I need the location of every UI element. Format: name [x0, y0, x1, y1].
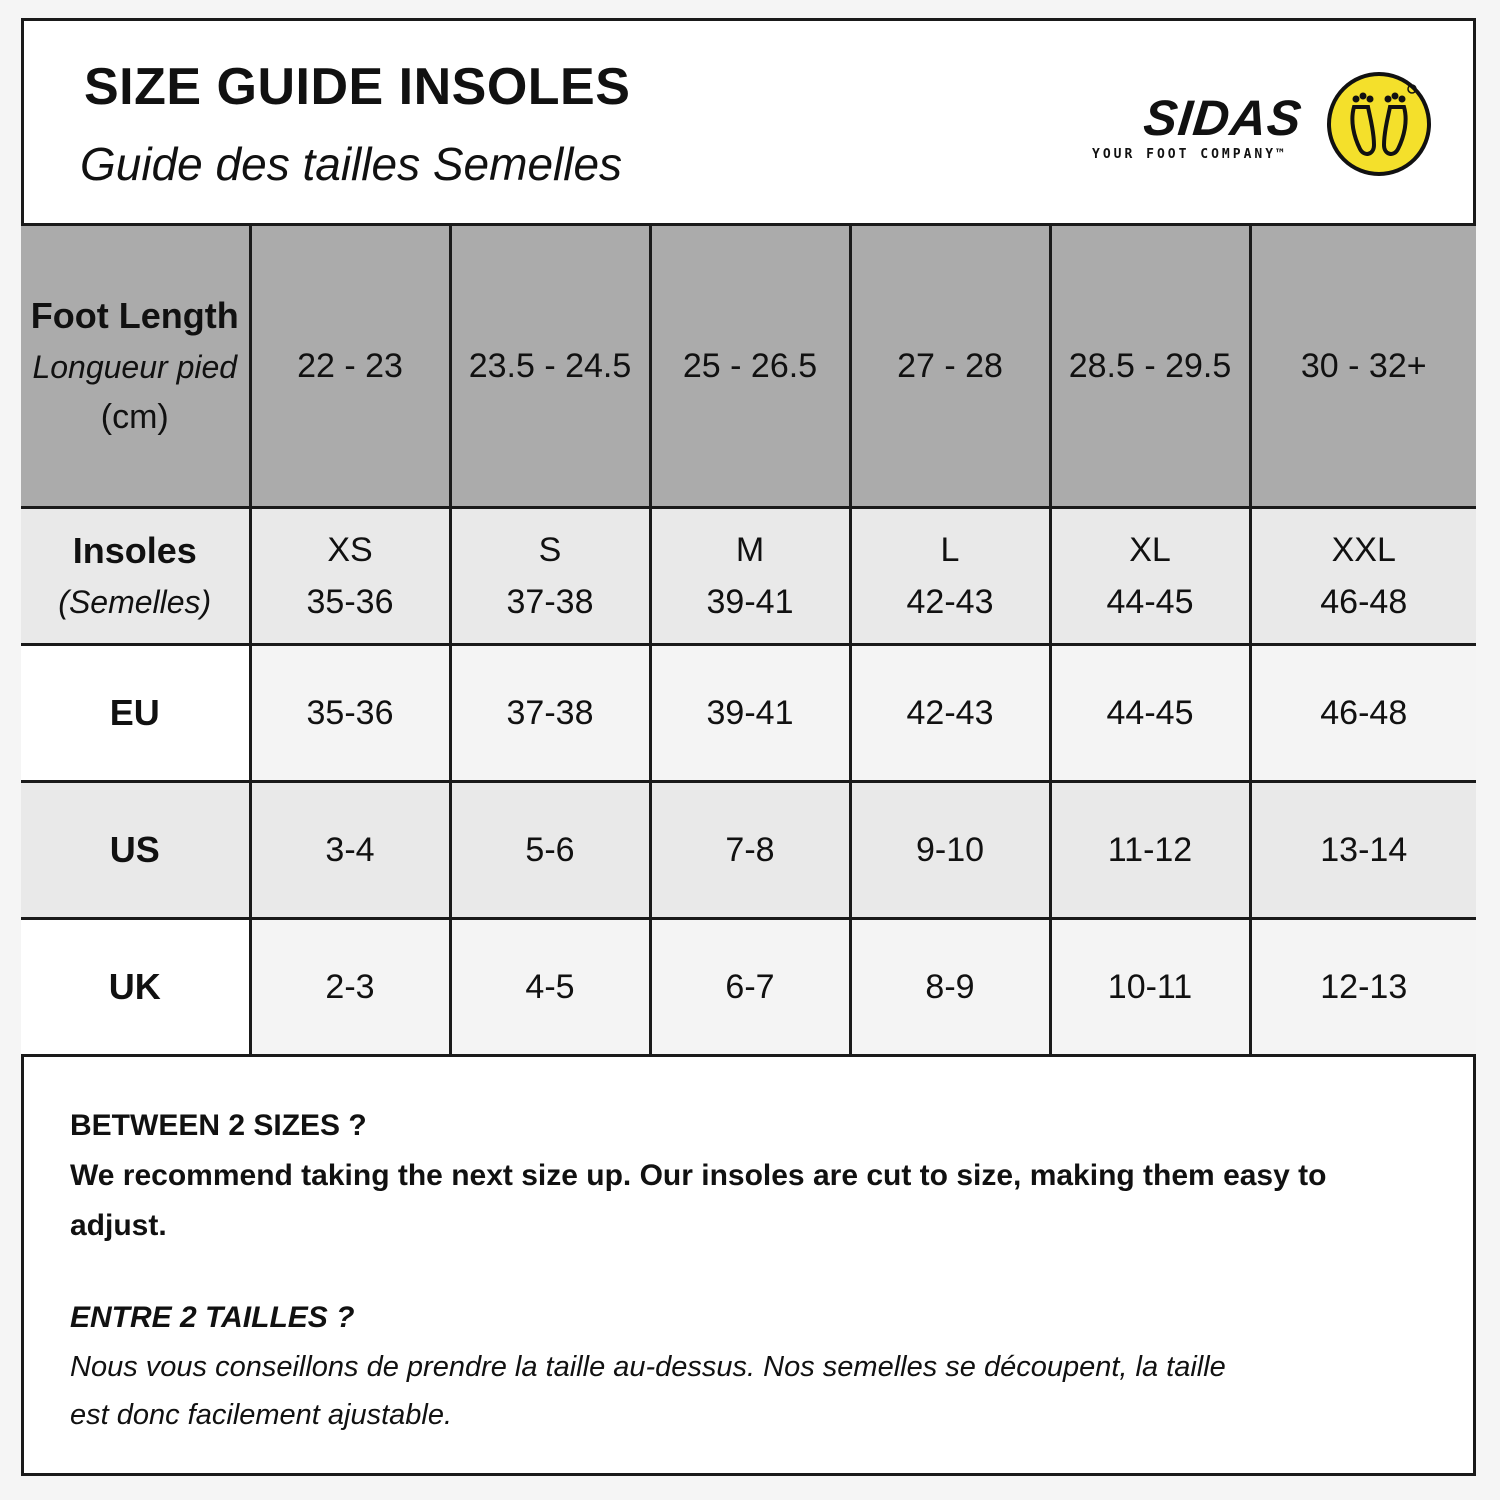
note-heading-fr: ENTRE 2 TAILLES ? [70, 1301, 355, 1334]
insole-range: 37-38 [506, 583, 594, 621]
foot-length-cell: 28.5 - 29.5 [1050, 225, 1250, 508]
us-cell: 5-6 [450, 782, 650, 919]
us-cell: 13-14 [1250, 782, 1476, 919]
uk-row [21, 919, 1476, 1056]
insoles-cell [850, 508, 1050, 645]
uk-cell: 6-7 [650, 919, 850, 1056]
us-label-text: US [109, 829, 160, 870]
insoles-label: Insoles [72, 530, 197, 571]
insoles-cell [1050, 508, 1250, 645]
insole-size: L [940, 531, 960, 569]
insoles-cell [1250, 508, 1476, 645]
uk-cell: 8-9 [850, 919, 1050, 1056]
size-guide-card [21, 18, 1476, 1476]
us-label [21, 782, 250, 919]
us-cell: 7-8 [650, 782, 850, 919]
eu-cell: 37-38 [450, 645, 650, 782]
insole-range: 46-48 [1320, 583, 1408, 621]
eu-cell: 46-48 [1250, 645, 1476, 782]
size-table [21, 223, 1476, 1057]
insoles-cell [650, 508, 850, 645]
brand-tagline: YOUR FOOT COMPANY™ [1092, 147, 1287, 162]
page-title: SIZE GUIDE INSOLES [84, 58, 631, 116]
foot-length-cell: 23.5 - 24.5 [450, 225, 650, 508]
eu-cell: 39-41 [650, 645, 850, 782]
eu-cell: 44-45 [1050, 645, 1250, 782]
us-row [21, 782, 1476, 919]
uk-cell: 4-5 [450, 919, 650, 1056]
insoles-cell [250, 508, 450, 645]
foot-length-cell: 27 - 28 [850, 225, 1050, 508]
insole-range: 35-36 [306, 583, 394, 621]
insoles-row [21, 508, 1476, 645]
insole-size: XS [327, 531, 373, 569]
foot-length-label: Foot Length [30, 295, 239, 336]
eu-label-text: EU [109, 692, 160, 733]
us-cell: 3-4 [250, 782, 450, 919]
foot-length-label-fr: Longueur pied [32, 349, 238, 385]
insoles-header [21, 508, 250, 645]
insole-range: 44-45 [1106, 583, 1194, 621]
foot-length-cell: 25 - 26.5 [650, 225, 850, 508]
note-text-en: We recommend taking the next size up. Our insoles are cut to size, making them easy to adjust. [70, 1159, 1327, 1242]
foot-length-cell: 30 - 32+ [1250, 225, 1476, 508]
feet-icon [1324, 69, 1434, 179]
note-heading-en: BETWEEN 2 SIZES ? [70, 1109, 367, 1142]
eu-cell: 42-43 [850, 645, 1050, 782]
note-text-fr: Nous vous conseillons de prendre la taille au-dessus. Nos semelles se découpent, la taille est donc facilement ajustable. [70, 1351, 1226, 1431]
us-cell: 9-10 [850, 782, 1050, 919]
insole-size: M [735, 531, 765, 569]
eu-cell: 35-36 [250, 645, 450, 782]
insole-range: 39-41 [706, 583, 794, 621]
foot-length-row [21, 225, 1476, 508]
size-notes [70, 1101, 1400, 1439]
eu-row [21, 645, 1476, 782]
insole-size: S [538, 531, 562, 569]
brand-name: SIDAS [1141, 90, 1305, 146]
uk-cell: 2-3 [250, 919, 450, 1056]
insole-size: XXL [1331, 531, 1396, 569]
uk-label-text: UK [108, 966, 161, 1007]
insole-size: XL [1129, 531, 1171, 569]
foot-length-unit: (cm) [100, 398, 169, 436]
uk-label [21, 919, 250, 1056]
us-cell: 11-12 [1050, 782, 1250, 919]
uk-cell: 10-11 [1050, 919, 1250, 1056]
brand-logo [1084, 69, 1444, 179]
page-subtitle: Guide des tailles Semelles [80, 138, 623, 190]
insole-range: 42-43 [906, 583, 994, 621]
foot-length-header [21, 225, 250, 508]
eu-label [21, 645, 250, 782]
insoles-cell [450, 508, 650, 645]
insoles-label-fr: (Semelles) [58, 584, 212, 620]
uk-cell: 12-13 [1250, 919, 1476, 1056]
foot-length-cell: 22 - 23 [250, 225, 450, 508]
